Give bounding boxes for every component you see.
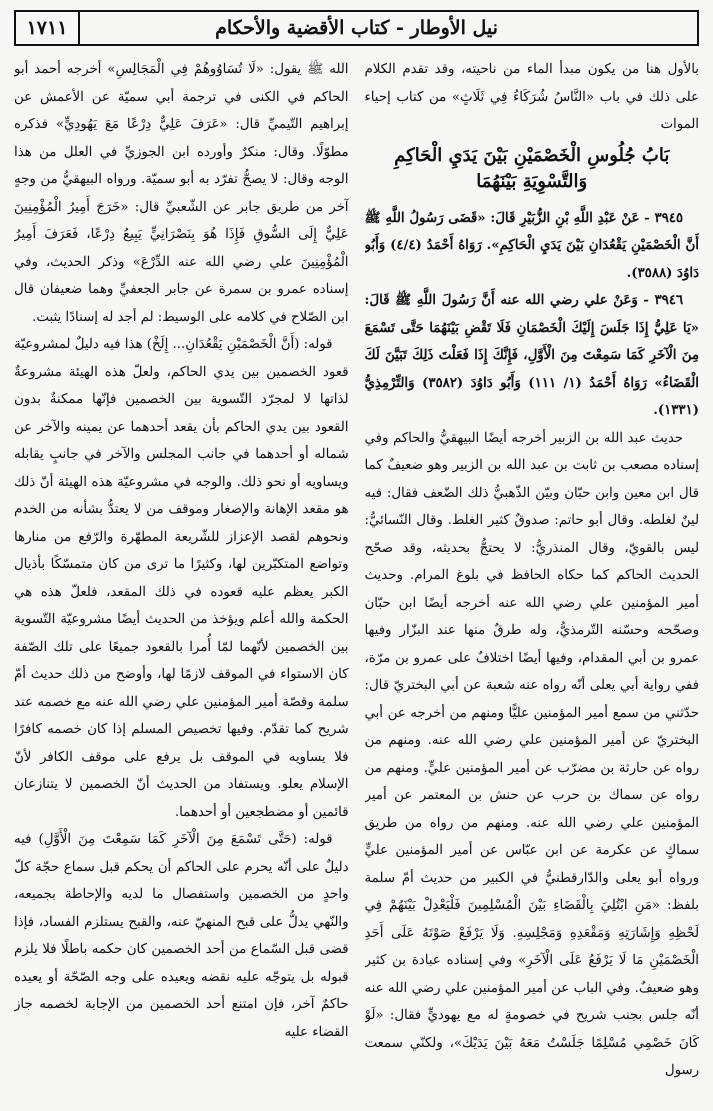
commentary-paragraph: حديث عبد الله بن الزبير أخرجه أيضًا البيهقيُّ والحاكم وفي إسناده مصعب بن ثابت بن عبد الله بن الزبير وهو ضعيفٌ كما قال ابن معين وابن حبّان وبيّن الذّهبيُّ ذلك الضّعف فقال: فيه لينٌ لغلطه. وقال أبو حاتم: صدوقٌ كثير الغلط. وقال النّسائيُّ: ليس بالقويّ، وقال المنذريُّ: لا يحتجُّ بحديثه، وقد صحّح الحديث الحاكم كما حكاه الحافظ في بلوغ المرام. وحديث أمير المؤمنين علي رضي الله عنه أخرجه أيضًا ابن حبّان وصحّحه وحسّنه التّرمذيُّ، وله طرقٌ منها عند البزّار وفيها عمرو بن أبي المقدام، وفيها أيضًا اختلافٌ على عمرو بن مرّة، ففي رواية أبي يعلى أنّه رواه عنه شعبة عن أبي البختريّ قال: حدّثني من سمع أمير المؤمنين عليًّا ومنهم من أخرجه عن أبي البختريّ عن أمير المؤمنين علي رضي الله عنه. ومنهم من رواه عن حارثة بن مضرّب عن أمير المؤمنين عليٍّ. ومنهم من رواه عن سماك بن حرب عن حنش بن المعتمر عن أمير المؤمنين علي رضي الله عنه. ومنهم من رواه من طريق سماكٍ عن عكرمة عن ابن عبّاس عن أمير المؤمنين عليٍّ ورواه أبو يعلى والدّارقطنيُّ في الكبير من حديث أمّ سلمة بلفظ: «مَنِ ابْتُلِيَ بِالْقَضَاءِ بَيْنَ الْمُسْلِمِينَ فَلْيَعْدِلْ بَيْنَهُمْ فِي لَحْظِهِ وَإِشَارَتِهِ وَمَقْعَدِهِ وَمَجْلِسِهِ. وَلَا يَرْفَعْ صَوْتَهُ عَلَى أَحَدِ الْخَصْمَيْنِ مَا لَا يَرْفَعُ عَلَى الْآخَرِ» وفي إسناده عبادة بن كثير وهو ضعيفٌ. وفي الباب عن أمير المؤمنين علي رضي الله عنه أنّه جلس بجنب شريح في خصومةٍ له مع يهوديٍّ فقال: «لَوْ كَانَ خَصْمِي مُسْلِمًا جَلَسْتُ مَعَهُ بَيْنَ يَدَيْكَ»، ولكنّي سمعت رسول xyxy=(364,430,699,1078)
chapter-title: بَابُ جُلُوسِ الْخَصْمَيْنِ بَيْنَ يَدَيِ الْحَاكِمِ وَالتَّسْوِيَةِ بَيْنَهُمَا xyxy=(394,144,670,192)
page-header xyxy=(14,10,699,46)
left-paragraph-3: قوله: (حَتَّى تَسْمَعَ مِنَ الْآخَرِ كَمَا سَمِعْتَ مِنَ الْأَوَّلِ) فيه دليلٌ على أنّه يحرم على الحاكم أن يحكم قبل سماع حجّة كلّ واحدٍ من الخصمين واستفصال ما لديه والإحاطة بجميعه، والنّهي يدلُّ على قبح المنهيّ عنه، والقبح يستلزم الفساد، فإذا قضى قبل السّماع من أحد الخصمين كان حكمه باطلًا فلا يلزم قبوله بل يتوجّه عليه نقضه ويعيده على وجه الصّحّة أو يعيده حاكمٌ آخر، فإن امتنع أحد الخصمين من الإجابة لخصمه جاز القضاء عليه xyxy=(14,832,349,1040)
left-paragraph-1: الله ﷺ يقول: «لَا تُسَاوُوهُمْ فِي الْمَجَالِسِ» أخرجه أحمد أبو الحاكم في الكنى في ترجمة أبي سميّة عن الأعمش عن إبراهيم التّيميِّ قال: «عَرَفَ عَلِيٌّ دِرْعًا مَعَ يَهُودِيٍّ» فذكره مطوّلًا. وقال: منكرٌ وأورده ابن الجوزيِّ في العلل من هذا الوجه وقال: لا يصحُّ تفرّد به أبو سميّة. ورواه البيهقيُّ من وجهٍ آخر من طريق جابر عن الشّعبيِّ قال: «خَرَجَ أَمِيرُ الْمُؤْمِنِينَ عَلِيٌّ إِلَى السُّوقِ فَإِذَا هُوَ بِنَصْرَانِيٍّ يَبِيعُ دِرْعًا، فَعَرَفَ أَمِيرُ الْمُؤْمِنِينَ علي رضي الله عنه الدِّرْعَ» وذكر الحديث، وفي إسناده عمرو بن سمرة عن جابر الجعفيِّ وهما ضعيفان قال ابن الصّلاح في كلامه على الوسيط: لم أجد له إسنادًا يثبت. xyxy=(14,62,349,325)
page-number: ١٧١١ xyxy=(16,12,80,44)
left-column xyxy=(14,56,349,1101)
hadith-3945: ٣٩٤٥ - عَنْ عَبْدِ اللَّهِ بْنِ الزُّبَيْرِ قَالَ: «قَضَى رَسُولُ اللَّهِ ﷺ أَنَّ الْخَصْمَيْنِ يَقْعُدَانِ بَيْنَ يَدَيِ الْحَاكِمِ». رَوَاهُ أَحْمَدُ (٤/٤) وَأَبُو دَاوُدَ (٣٥٨٨). xyxy=(364,210,699,281)
left-paragraph-2: قوله: (أَنَّ الْخَصْمَيْنِ يَقْعُدَانِ... إِلَخْ) هذا فيه دليلٌ لمشروعيّة قعود الخصمين بين يدي الحاكم، ولعلّ هذه الهيئة مشروعةٌ لذاتها لا لمجرّد التّسوية بين الخصمين فإنّها ممكنةٌ بدون القعود بين يدي الحاكم بأن يقعد أحدهما عن يمينه والآخر عن شماله أو أحدهما في جانب المجلس والآخر في جانبٍ يقابله ويساويه أو نحو ذلك. والوجه في مشروعيّة هذه الهيئة أنّ ذلك هو مقعد الإهانة والإصغار وموقف من لا يعتدُّ بشأنه من الخدم ونحوهم لقصد الإعزاز للشّريعة المطهّرة والرّفع من منارها وتواضع المتكبّرين لها، وكثيرًا ما ترى من كان متمسّكًا بأذيال الكبر يعظم عليه قعوده في ذلك المقعد، فلعلّ هذه هي الحكمة والله أعلم ويؤخذ من الحديث أيضًا مشروعيّة التّسوية بين الخصمين لأنّهما لمّا أُمرا بالقعود جميعًا على تلك الصّفة كان الاستواء في الموقف لازمًا لها، وأوضح من ذلك حديث أمّ سلمة وقصّة أمير المؤمنين علي رضي الله عنه مع خصمه عند شريح كما تقدّم. وفيها تخصيص المسلم إذا كان خصمه كافرًا فلا يساويه في الموقف بل يرفع على موقف الكافر لأنّ الإسلام يعلو. ويستفاد من الحديث أنّ الخصمين لا يتنازعان قائمين أو مضطجعين أو أحدهما. xyxy=(14,337,349,820)
right-column xyxy=(365,56,700,1101)
hadith-3946: ٣٩٤٦ - وَعَنْ علي رضي الله عنه أَنَّ رَسُولَ اللَّهِ ﷺ قَالَ: «يَا عَلِيُّ إِذَا جَلَسَ إِلَيْكَ الْخَصْمَانِ فَلَا تَقْضِ بَيْنَهُمَا حَتَّى تَسْمَعَ مِنَ الْآخَرِ كَمَا سَمِعْتَ مِنَ الْأَوَّلِ، فَإِنَّكَ إِذَا فَعَلْتَ ذَلِكَ تَبَيَّنَ لَكَ الْقَضَاءُ» رَوَاهُ أَحْمَدُ (١/ ١١١) وَأَبُو دَاوُدَ (٣٥٨٢) وَالتِّرْمِذِيُّ (١٣٣١). xyxy=(364,293,699,418)
text-columns xyxy=(14,56,699,1101)
running-title: نيل الأوطار - كتاب الأقضية والأحكام xyxy=(215,17,498,39)
intro-paragraph: بالأول هنا من يكون مبدأ الماء من ناحيته، وقد تقدم الكلام على ذلك في باب «النَّاسُ شُرَكَاءُ فِي ثَلَاثٍ» من كتاب إحياء الموات xyxy=(364,62,699,132)
